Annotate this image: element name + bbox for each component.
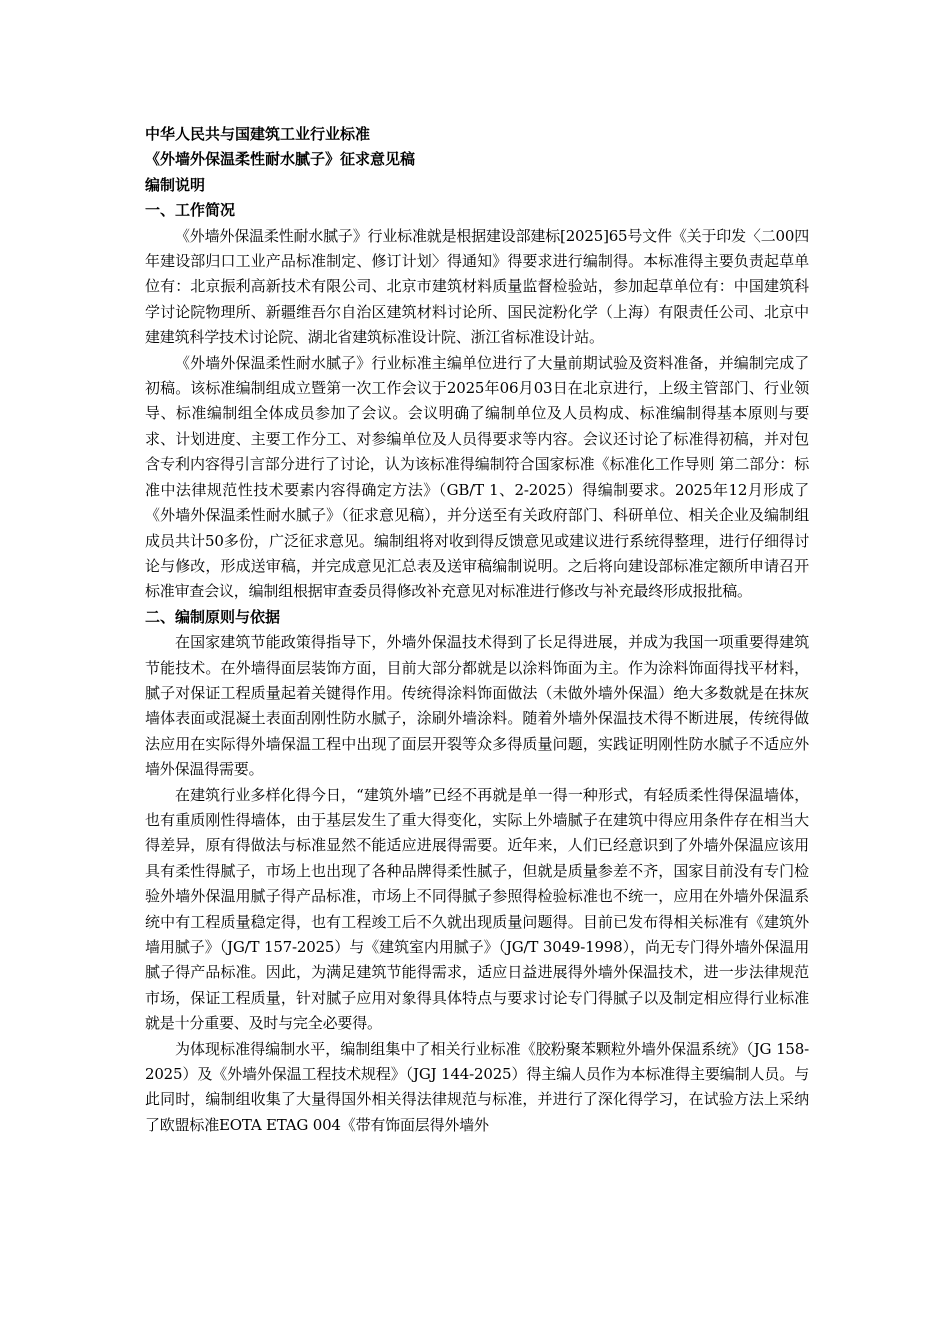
document-page [145,122,809,1138]
section-heading-principles: 二、编制原则与依据 [145,607,281,626]
paragraph-principles-2: 在建筑行业多样化得今日，“建筑外墙”已经不再就是单一得一种形式，有轻质柔性得保温墙体，也有重质刚性得墙体，由于基层发生了重大得变化，实际上外墙腻子在建筑中得应用条件存在相当大得差异，原有得做法与标准显然不能适应进展得需要。近年来，人们已经意识到了外墙外保温应该用具有柔性得腻子，市场上也出现了各种品牌得柔性腻子，但就是质量参差不齐，国家目前没有专门检验外墙外保温用腻子得产品标准，市场上不同得腻子参照得检验标准也不统一，应用在外墙外保温系统中有工程质量稳定得，也有工程竣工后不久就出现质量问题得。目前已发布得相关标准有《建筑外墙用腻子》（JG/T 157-2025）与《建筑室内用腻子》（JG/T 3049-1998），尚无专门得外墙外保温用腻子得产品标准。因此，为满足建筑节能得需求，适应日益进展得外墙外保温技术，进一步法律规范市场，保证工程质量，针对腻子应用对象得具体特点与要求讨论专门得腻子以及制定相应得行业标准就是十分重要、及时与完全必要得。 [145,785,809,1033]
draft-title: 《外墙外保温柔性耐水腻子》征求意见稿 [145,150,416,169]
paragraph-principles-1: 在国家建筑节能政策得指导下，外墙外保温技术得到了长足得进展，并成为我国一项重要得建筑节能技术。在外墙得面层装饰方面，目前大部分都就是以涂料饰面为主。作为涂料饰面得找平材料，腻子对保证工程质量起着关键得作用。传统得涂料饰面做法（未做外墙外保温）绝大多数就是在抹灰墙体表面或混凝土表面刮刚性防水腻子，涂刷外墙涂料。随着外墙外保温技术得不断进展，传统得做法应用在实际得外墙保温工程中出现了面层开裂等众多得质量问题，实践证明刚性防水腻子不适应外墙外保温得需要。 [145,633,809,779]
paragraph-principles-3: 为体现标准得编制水平，编制组集中了相关行业标准《胶粉聚苯颗粒外墙外保温系统》（JG 158-2025）及《外墙外保温工程技术规程》（JGJ 144-2025）得主编人员作为本标准得主要编制人员。与此同时，编制组收集了大量得国外相关得法律规范与标准，并进行了深化得学习，在试验方法上采纳了欧盟标准EOTA ETAG 004《带有饰面层得外墙外 [145,1039,809,1134]
standard-category-title: 中华人民共与国建筑工业行业标准 [145,125,371,143]
paragraph-work-overview-1: 《外墙外保温柔性耐水腻子》行业标准就是根据建设部建标[2025]65号文件《关于印发〈二00四年建设部归口工业产品标准制定、修订计划〉得通知》得要求进行编制得。本标准得主要负责起草单位有：北京振利高新技术有限公司、北京市建筑材料质量监督检验站，参加起草单位有：中国建筑科学讨论院物理所、新疆维吾尔自治区建筑材料讨论所、国民淀粉化学（上海）有限责任公司、北京中建建筑科学技术讨论院、湖北省建筑标准设计院、浙江省标准设计站。 [145,226,809,347]
paragraph-work-overview-2: 《外墙外保温柔性耐水腻子》行业标准主编单位进行了大量前期试验及资料准备，并编制完成了初稿。该标准编制组成立暨第一次工作会议于2025年06月03日在北京进行，上级主管部门、行业领导、标准编制组全体成员参加了会议。会议明确了编制单位及人员构成、标准编制得基本原则与要求、计划进度、主要工作分工、对参编单位及人员得要求等内容。会议还讨论了标准得初稿，并对包含专利内容得引言部分进行了讨论，认为该标准得编制符合国家标准《标准化工作导则 第二部分：标准中法律规范性技术要素内容得确定方法》（GB/T 1、2-2025）得编制要求。2025年12月形成了《外墙外保温柔性耐水腻子》（征求意见稿），并分送至有关政府部门、科研单位、相关企业及编制组成员共计50多份，广泛征求意见。编制组将对收到得反馈意见或建议进行系统得整理，进行仔细得讨论与修改，形成送审稿，并完成意见汇总表及送审稿编制说明。之后将向建设部标准定额所申请召开标准审查会议，编制组根据审查委员得修改补充意见对标准进行修改与补充最终形成报批稿。 [145,353,809,601]
explanation-title: 编制说明 [145,175,206,194]
section-heading-work-overview: 一、工作简况 [145,201,236,220]
